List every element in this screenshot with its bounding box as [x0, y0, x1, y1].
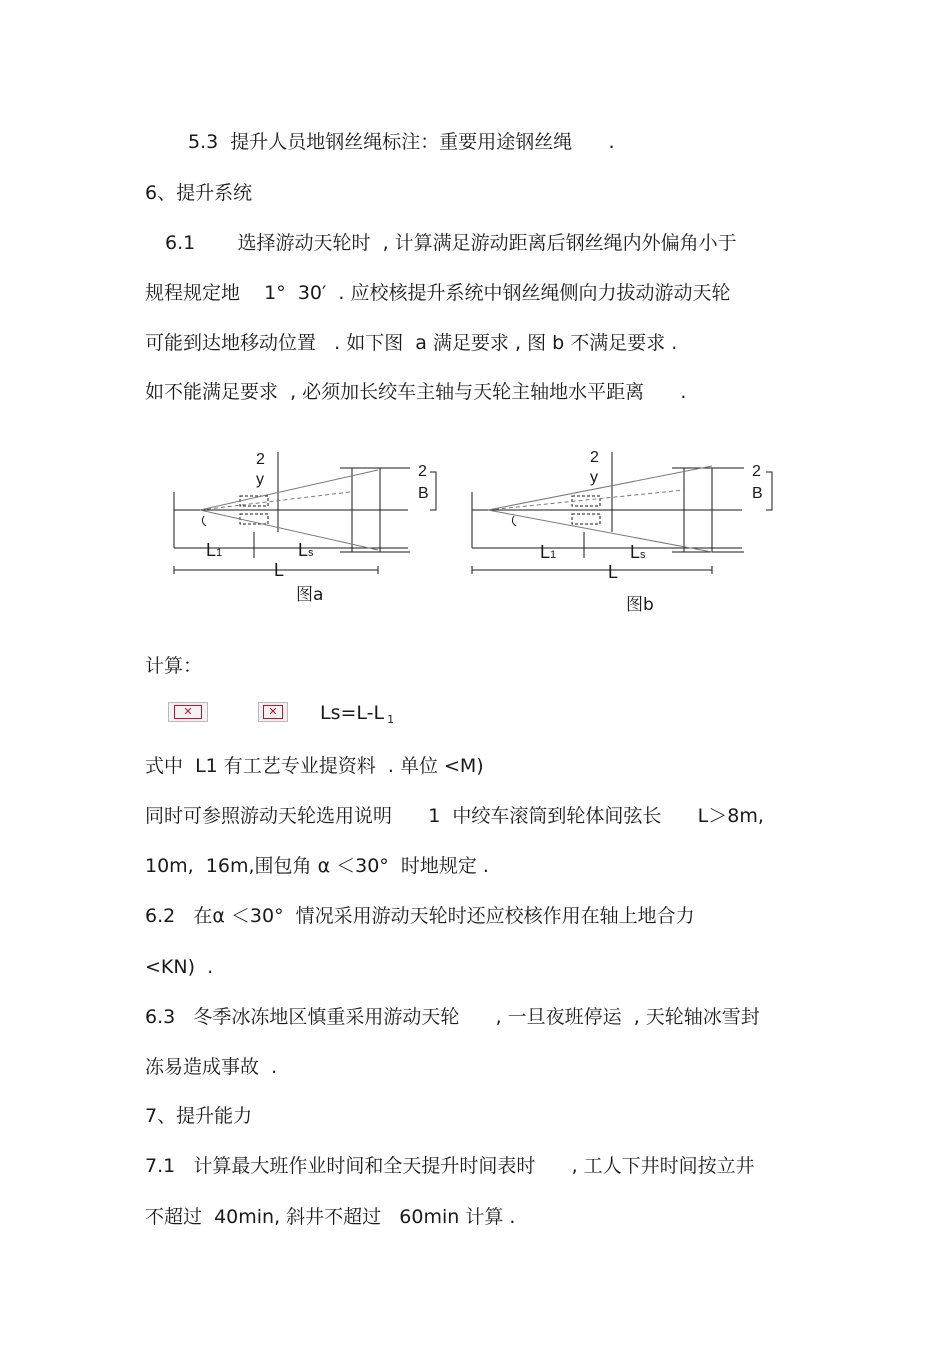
fig-a-b-bracket [430, 472, 436, 510]
fig-a-label-2: 2 [256, 451, 265, 468]
fig-a-label-ls: Ls [298, 540, 314, 560]
fig-b-label-b: B [752, 485, 763, 502]
heading-6: 6、提升系统 [145, 182, 253, 204]
fig-a-label-l1: L1 [206, 540, 223, 560]
fig-b-label-l: L [608, 562, 619, 582]
para-7-1-line1: 7.1 计算最大班作业时间和全天提升时间表时 , 工人下井时间按立井 [145, 1155, 755, 1177]
calc-heading: 计算： [145, 655, 203, 677]
fig-a-label-y: y [256, 471, 264, 488]
fig-b-b-bracket [766, 472, 772, 510]
para-7-1-line2: 不超过 40min, 斜井不超过 60min 计算 . [145, 1206, 516, 1228]
para-6-1-line2: 规程规定地 1° 30′ . 应校核提升系统中钢丝绳侧向力拔动游动天轮 [145, 282, 731, 304]
figure-a [160, 440, 460, 590]
fig-a-label-2-right: 2 [418, 463, 427, 480]
fig-a-rope-lower [200, 510, 378, 550]
fig-b-label-l1: L1 [540, 542, 557, 562]
broken-image-2 [258, 702, 288, 722]
figure-b-diagram [458, 440, 778, 590]
calc-note-2: 同时可参照游动天轮选用说明 1 中绞车滚筒到轮体间弦长 L＞8m, [145, 805, 764, 827]
figure-b [458, 440, 778, 590]
para-6-1-line1: 6.1 选择游动天轮时 , 计算满足游动距离后钢丝绳内外偏角小于 [165, 232, 737, 254]
calc-note-1: 式中 L1 有工艺专业提资料 . 单位 <M) [145, 755, 484, 777]
para-6-2-line1: 6.2 在α ＜30° 情况采用游动天轮时还应校核作用在轴上地合力 [145, 905, 695, 927]
broken-image-icon: ✕ [263, 705, 283, 719]
broken-image-1 [168, 702, 208, 722]
para-5-3: 5.3 提升人员地钢丝绳标注：重要用途钢丝绳 . [188, 131, 615, 153]
fig-a-label-l: L [274, 560, 285, 580]
figure-a-caption: 图a [296, 585, 324, 605]
calc-note-3: 10m, 16m,围包角 α ＜30° 时地规定 . [145, 855, 489, 877]
formula-main: Ls=L-L [320, 702, 385, 724]
para-6-2-line2: <KN) . [145, 956, 214, 978]
heading-7: 7、提升能力 [145, 1105, 253, 1127]
formula-subscript: 1 [387, 713, 395, 726]
figure-b-caption: 图b [626, 595, 654, 615]
figure-a-diagram [160, 440, 460, 590]
fig-b-label-y: y [590, 469, 598, 486]
fig-b-label-2-right: 2 [752, 463, 761, 480]
fig-a-angle-arc [202, 516, 206, 526]
fig-b-label-2: 2 [590, 449, 599, 466]
fig-b-label-ls: Ls [630, 542, 646, 562]
fig-b-angle-arc [512, 516, 516, 526]
fig-b-wheel-lower [572, 514, 600, 524]
fig-a-rope-upper [200, 470, 378, 510]
para-6-3-line2: 冻易造成事故 . [145, 1056, 278, 1078]
formula-ls [320, 701, 394, 732]
fig-a-label-b: B [418, 485, 429, 502]
para-6-1-line3: 可能到达地移动位置 . 如下图 a 满足要求 , 图 b 不满足要求 . [145, 332, 678, 354]
fig-b-wheel-upper [572, 496, 600, 506]
broken-image-icon: ✕ [174, 705, 202, 719]
para-6-1-line4: 如不能满足要求 , 必须加长绞车主轴与天轮主轴地水平距离 . [145, 381, 687, 403]
para-6-3-line1: 6.3 冬季冰冻地区慎重采用游动天轮 , 一旦夜班停运 , 天轮轴冰雪封 [145, 1006, 760, 1028]
